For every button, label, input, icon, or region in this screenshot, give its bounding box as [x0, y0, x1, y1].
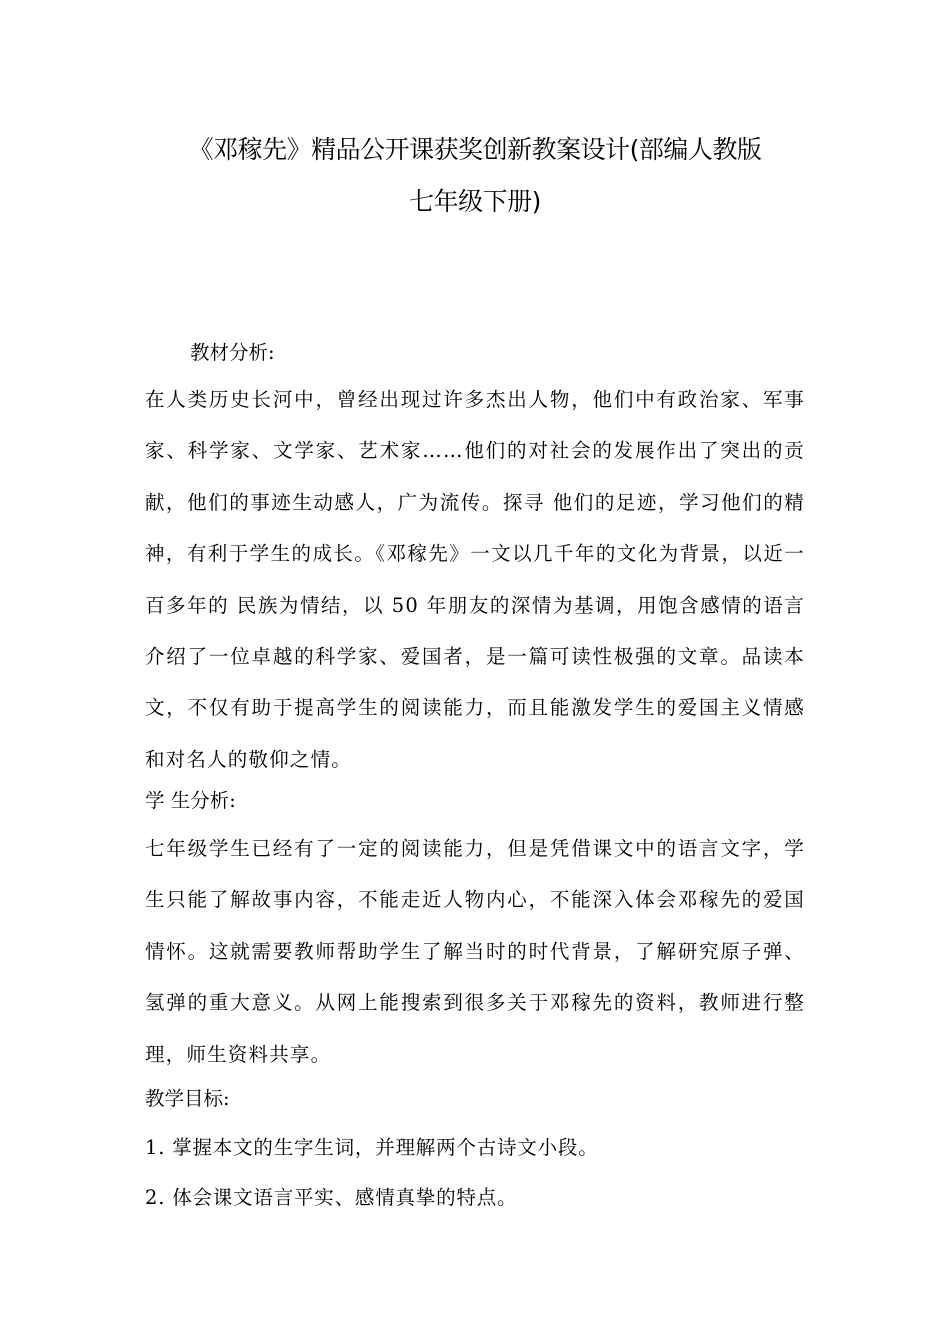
document-title-line-2: 七年级下册): [409, 187, 541, 216]
teaching-goal-item-1: 1. 掌握本文的生字生词，并理解两个古诗文小段。: [145, 1136, 599, 1159]
student-analysis-heading: 学 生分析:: [145, 789, 236, 812]
student-analysis-paragraph: 七年级学生已经有了一定的阅读能力，但是凭借课文中的语言文字，学生只能了解故事内容，不能走近人物内心，不能深入体会邓稼先的爱国情怀。这就需要教师帮助学生了解当时的时代背景，了解研究原子弹、氢弹的重大意义。从网上能搜索到很多关于邓稼先的资料，教师进行整理，师生资料共享。: [145, 837, 805, 1066]
material-analysis-heading: 教材分析:: [190, 341, 275, 364]
document-title-line-1: 《邓稼先》精品公开课获奖创新教案设计(部编人教版: [188, 135, 762, 164]
material-analysis-paragraph: 在人类历史长河中，曾经出现过许多杰出人物，他们中有政治家、军事家、科学家、文学家、艺术家……他们的对社会的发展作出了突出的贡献，他们的事迹生动感人，广为流传。探寻 他们的足迹，学习他们的精神，有利于学生的成长。《邓稼先》一文以几千年的文化为背景，以近一百多年的 民族为情结，以 50 年朋友的深情为基调，用饱含感情的语言介绍了一位卓越的科学家、爱国者，是一篇可读性极强的文章。品读本文，不仅有助于提高学生的阅读能力，而且能激发学生的爱国主义情感和对名人的敬仰之情。: [145, 388, 805, 771]
teaching-goals-heading: 教学目标:: [145, 1087, 230, 1110]
teaching-goal-item-2: 2. 体会课文语言平实、感情真挚的特点。: [145, 1186, 518, 1209]
